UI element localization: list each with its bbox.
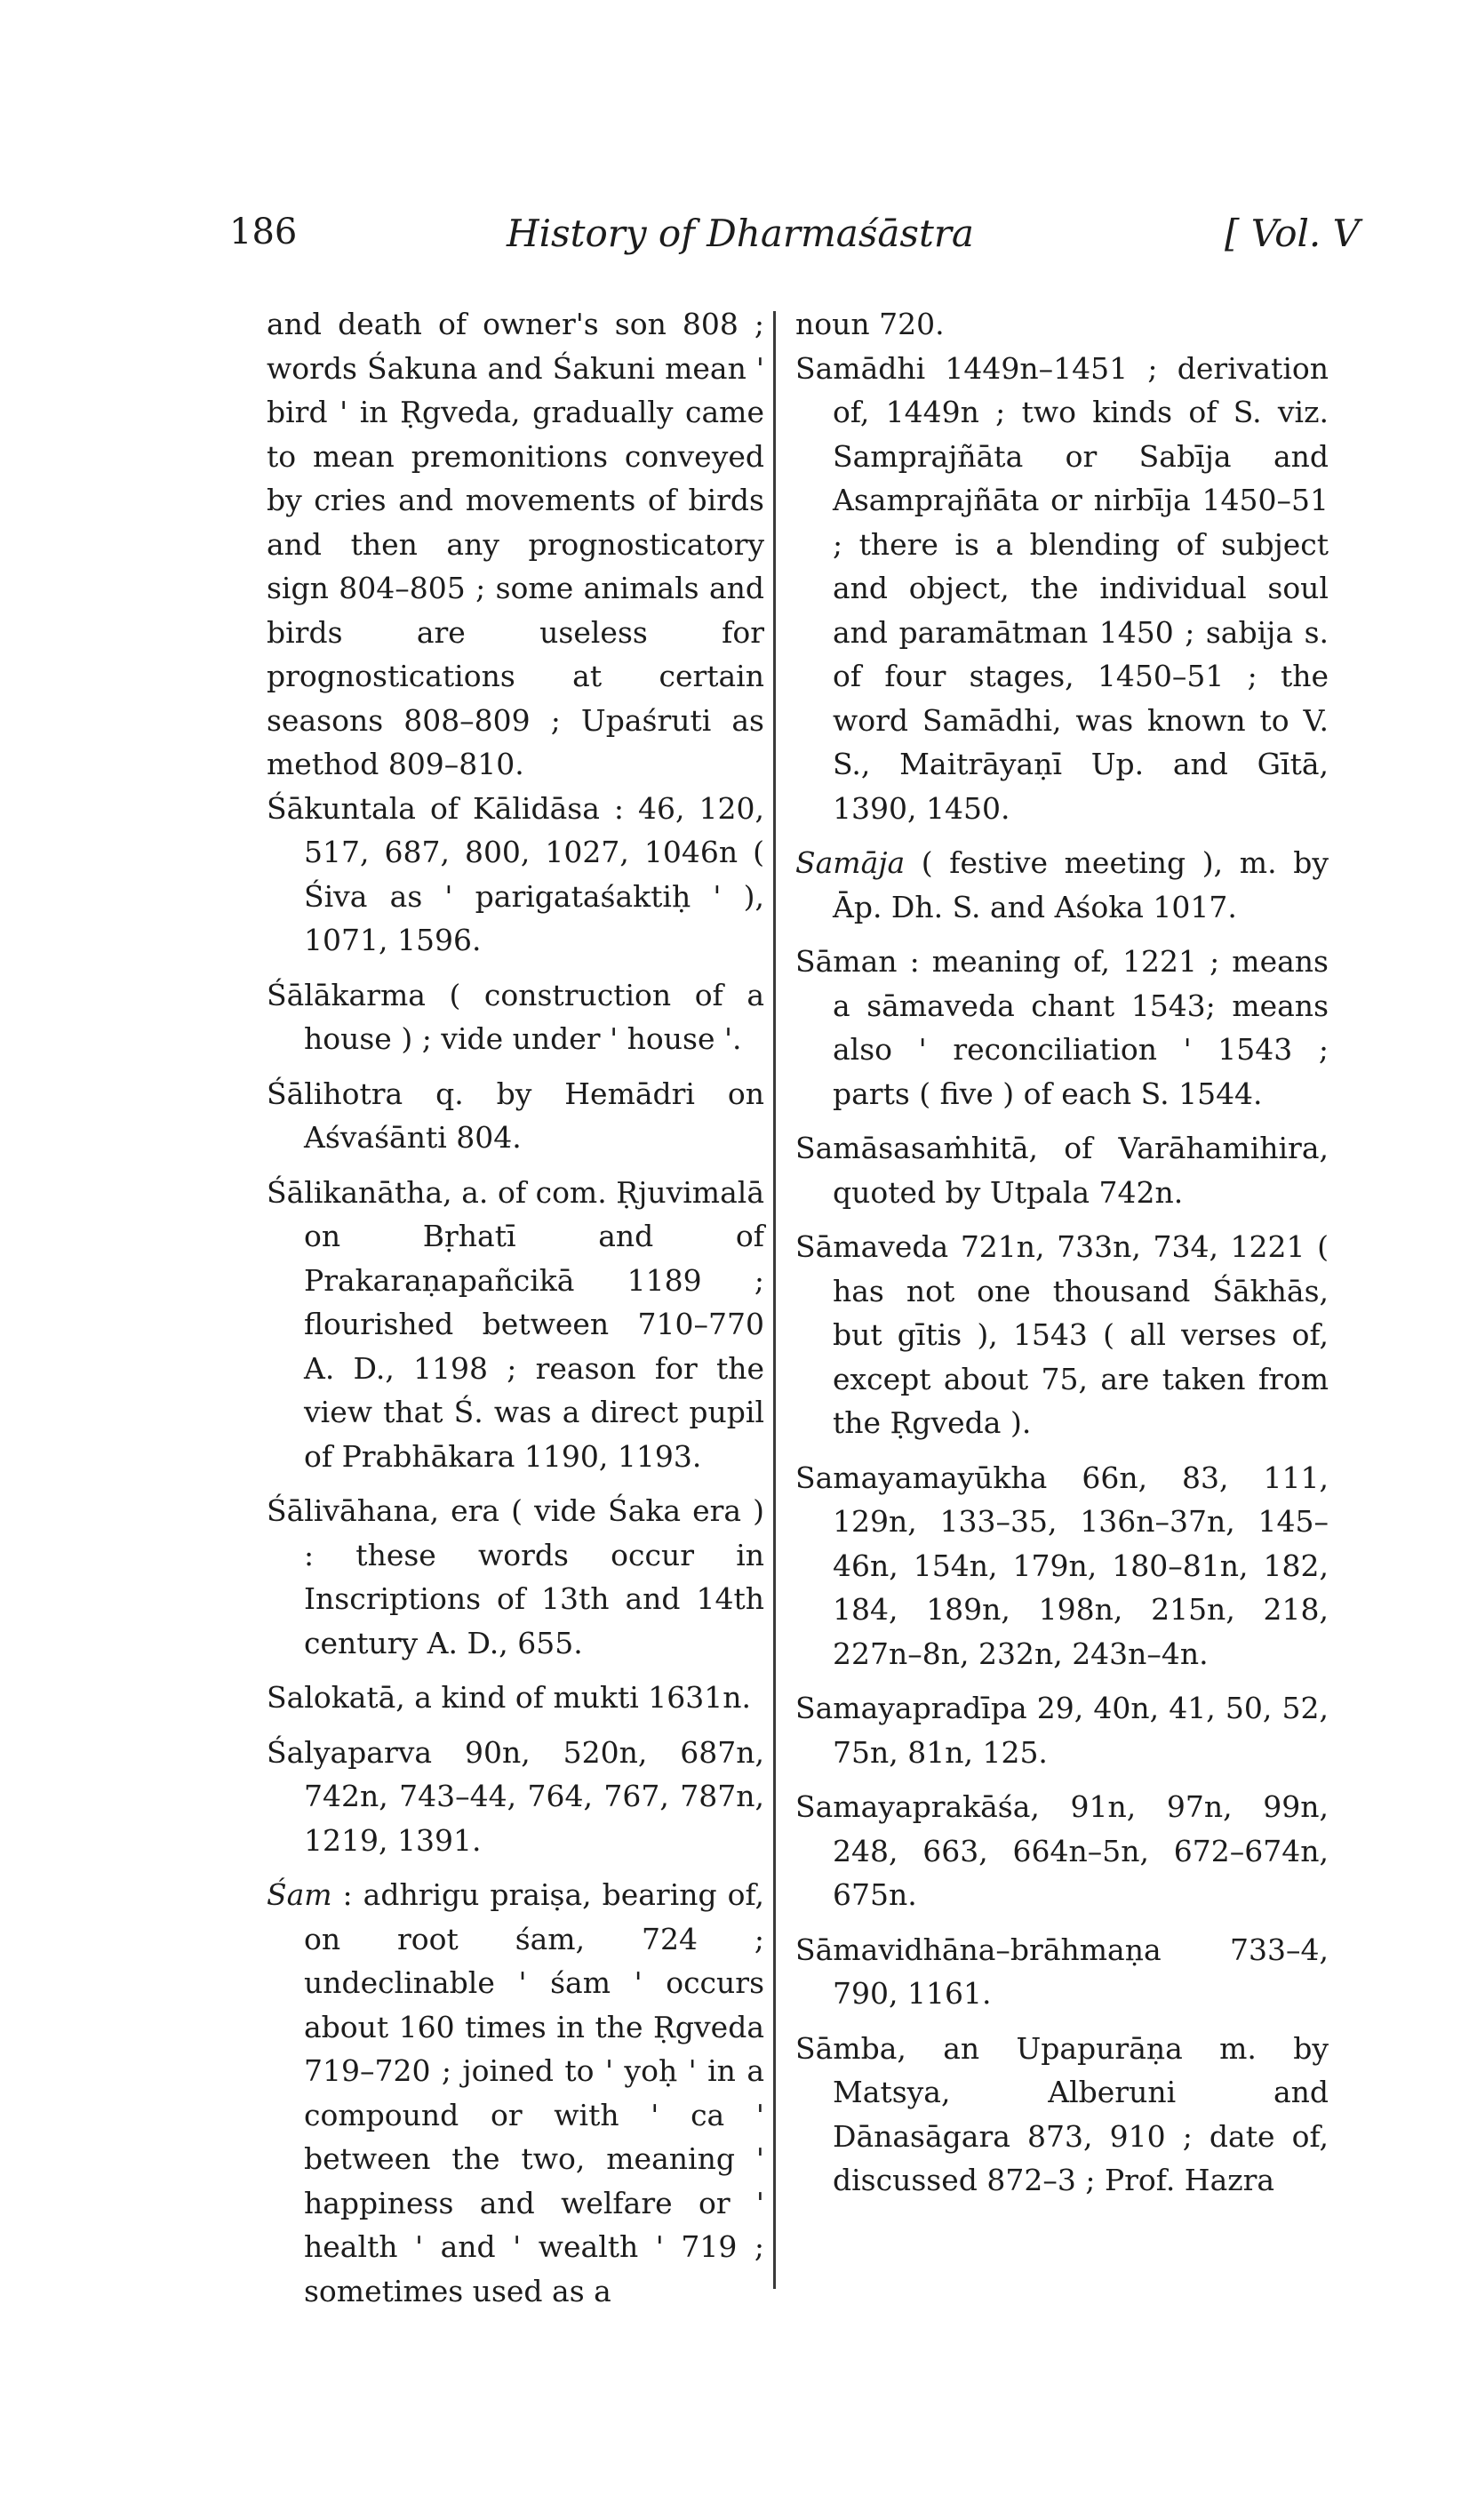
page-number: 186 (229, 212, 298, 252)
index-entry: Śālivāhana, era ( vide Śaka era ) : these words occur in Inscriptions of 13th and 14th century A. D., 655. (267, 1493, 764, 1660)
index-entry: Samayapradīpa 29, 40n, 41, 50, 52, 75n, 81n, 125. (795, 1691, 1329, 1770)
running-title: History of Dharmaśāstra (507, 212, 974, 255)
index-entry: Śālihotra q. by Hemādri on Aśvaśānti 804. (267, 1076, 764, 1155)
index-entry: Sāmba, an Upapurāṇa m. by Matsya, Alberuni and Dānasāgara 873, 910 ; date of, discussed 872–3 ; Prof. Hazra (795, 2030, 1329, 2197)
index-entry: Samāsasaṁhitā, of Varāhamihira, quoted by Utpala 742n. (795, 1131, 1329, 1210)
index-entry: Śalyaparva 90n, 520n, 687n, 742n, 743–44, 764, 767, 787n, 1219, 1391. (267, 1734, 764, 1858)
index-entry: noun 720. (795, 307, 945, 341)
index-entry: Samādhi 1449n–1451 ; derivation of, 1449n ; two kinds of S. viz. Samprajñāta or Sabīja and Asamprajñāta or nirbīja 1450–51 ; there is a blending of subject and object, the individual soul and paramātman 1450 ; sabija s. of four stages, 1450–51 ; the word Samādhi, was known to V. S., Maitrāyaṇī Up. and Gītā, 1390, 1450. (795, 350, 1329, 826)
index-entry: Salokatā, a kind of mukti 1631n. (267, 1680, 752, 1715)
index-entry: Śam : adhrigu praiṣa, bearing of, on root śam, 724 ; undeclinable ' śam ' occurs about 160 times in the Ṛgveda 719–720 ; joined to ' yoḥ ' in a compound or with ' ca ' between the two, meaning ' happiness and welfare or ' health ' and ' wealth ' 719 ; sometimes used as a (267, 1877, 764, 2308)
index-entry: and death of owner's son 808 ; words Śakuna and Śakuni mean ' bird ' in Ṛgveda, gradually came to mean premonitions conveyed by cries and movements of birds and then any prognosticatory sign 804–805 ; some animals and birds are useless for prognostications at certain seasons 808–809 ; Upaśruti as method 809–810. (267, 307, 764, 781)
index-entry: Samāja ( festive meeting ), m. by Āp. Dh. S. and Aśoka 1017. (795, 845, 1329, 924)
index-entry: Śālikanātha, a. of com. Ṛjuvimalā on Bṛhatī and of Prakaraṇapañcikā 1189 ; flourished between 710–770 A. D., 1198 ; reason for the view that Ś. was a direct pupil of Prabhākara 1190, 1193. (267, 1174, 764, 1474)
page-header (0, 212, 1469, 274)
right-column (795, 302, 1329, 2213)
index-entry: Śākuntala of Kālidāsa : 46, 120, 517, 687, 800, 1027, 1046n ( Śiva as ' parigataśaktiḥ ' ), 1071, 1596. (267, 790, 764, 957)
index-entry: Sāmavidhāna–brāhmaṇa 733–4, 790, 1161. (795, 1932, 1329, 2011)
index-entry: Sāman : meaning of, 1221 ; means a sāmaveda chant 1543; means also ' reconciliation ' 1543 ; parts ( five ) of each S. 1544. (795, 944, 1329, 1111)
index-entry: Sāmaveda 721n, 733n, 734, 1221 ( has not one thousand Śākhās, but gītis ), 1543 ( all verses of, except about 75, are taken from the Ṛgveda ). (795, 1229, 1329, 1440)
left-column (267, 302, 764, 2324)
index-entry: Śālākarma ( construction of a house ) ; vide under ' house '. (267, 977, 764, 1056)
index-entry: Samayamayūkha 66n, 83, 111, 129n, 133–35, 136n–37n, 145–46n, 154n, 179n, 180–81n, 182, 184, 189n, 198n, 215n, 218, 227n–8n, 232n, 243n–4n. (795, 1460, 1329, 1671)
volume-marker: [ Vol. V (1225, 212, 1360, 255)
index-entry: Samayaprakāśa, 91n, 97n, 99n, 248, 663, 664n–5n, 672–674n, 675n. (795, 1789, 1329, 1912)
column-divider (773, 311, 776, 2289)
